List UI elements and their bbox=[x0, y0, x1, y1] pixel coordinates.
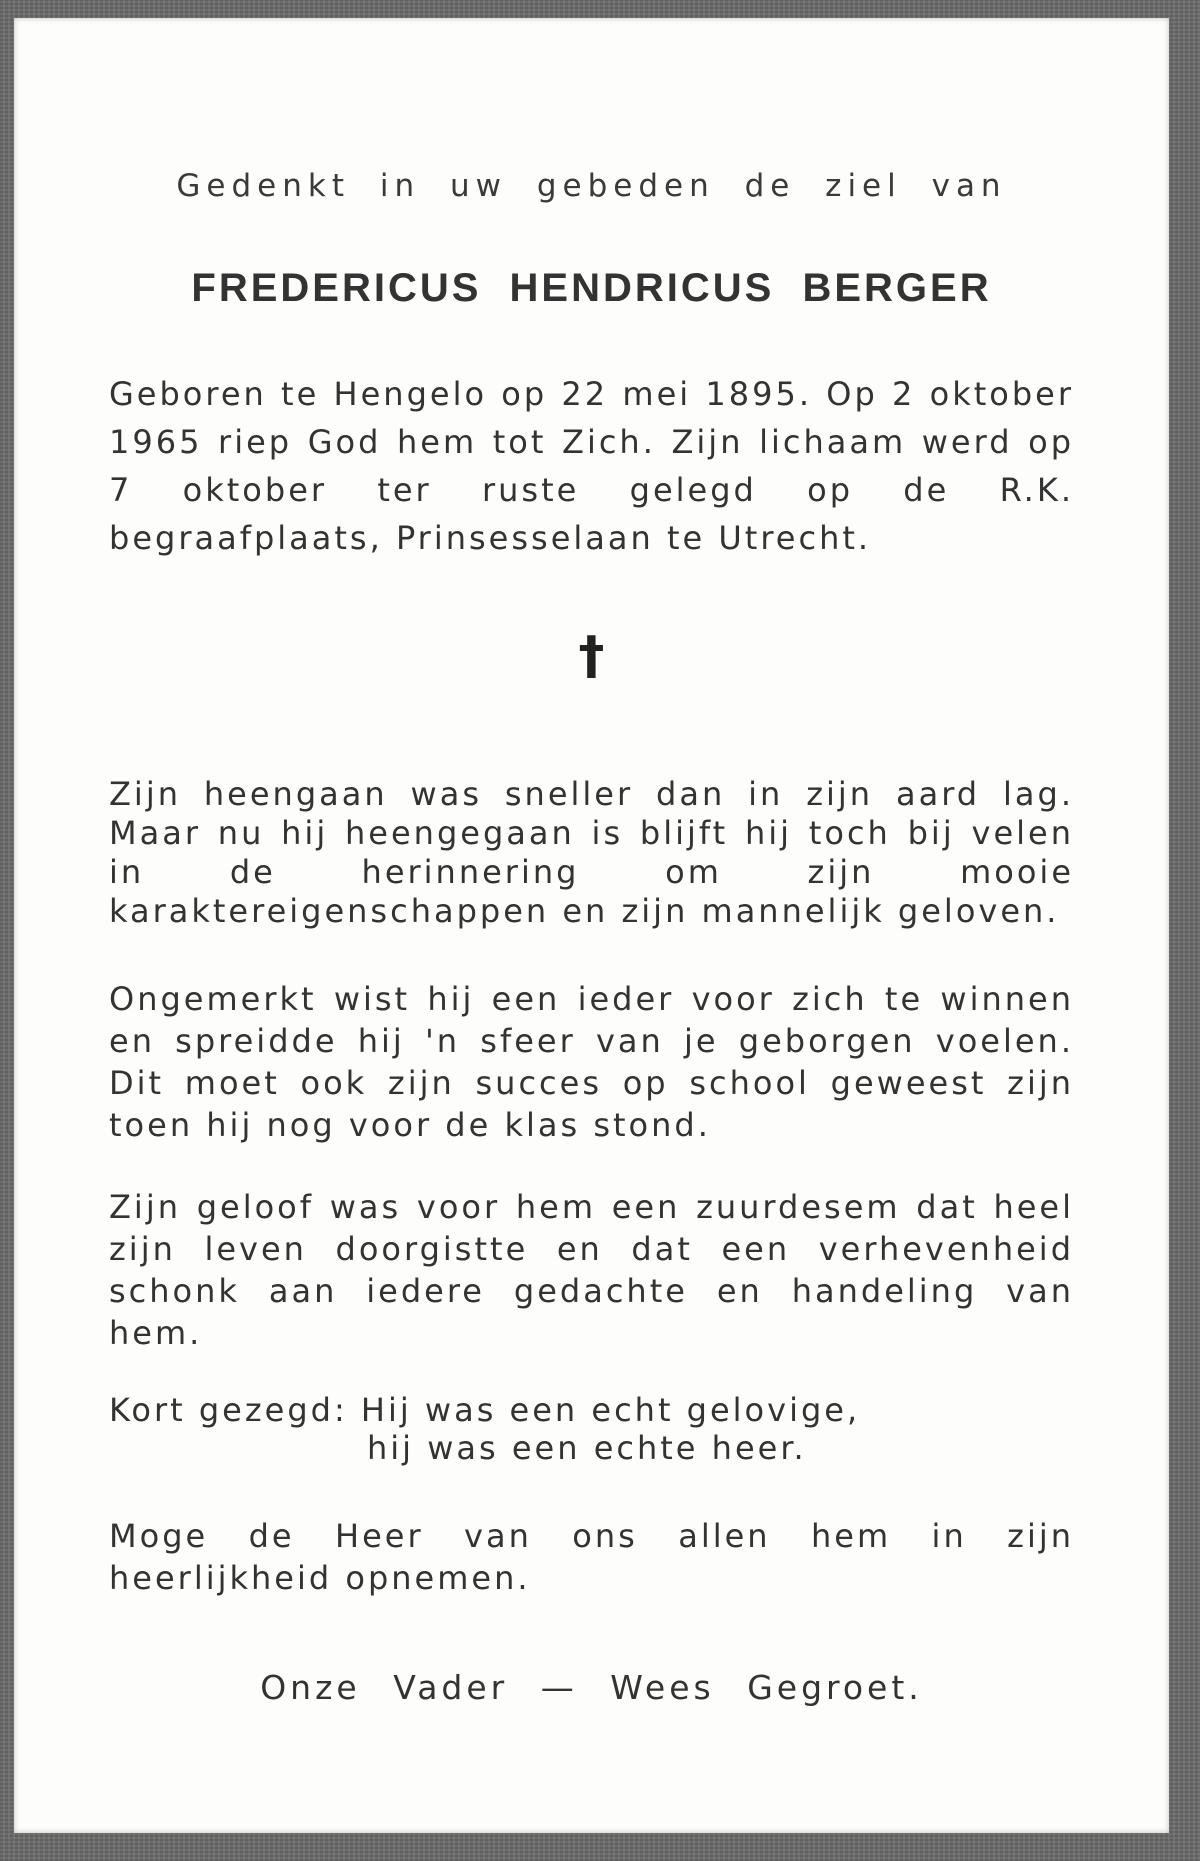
memorial-paragraph-2: Ongemerkt wist hij een ieder voor zich te winnen en spreidde hij 'n sfeer van je geborgen voelen. Dit moet ook zijn succes op school geweest zijn toen hij nog voor de klas stond. bbox=[109, 980, 1074, 1144]
summary-line-1: Kort gezegd: Hij was een echt gelovige, bbox=[109, 1391, 861, 1429]
summary-block bbox=[109, 1391, 1074, 1467]
memorial-paragraph-1: Zijn heengaan was sneller dan in zijn aard lag. Maar nu hij heengegaan is blijft hij toch bij velen in de herinnering om zijn mooie karaktereigenschappen en zijn mannelijk geloven. bbox=[109, 775, 1074, 930]
memorial-paragraph-3: Zijn geloof was voor hem een zuurdesem dat heel zijn leven doorgistte en dat een verhevenheid schonk aan iedere gedachte en handeling van hem. bbox=[109, 1188, 1074, 1352]
birth-death-paragraph: Geboren te Hengelo op 22 mei 1895. Op 2 oktober 1965 riep God hem tot Zich. Zijn lichaam werd op 7 oktober ter ruste gelegd op de R.K. begraafplaats, Prinsesselaan te Utrecht. bbox=[109, 375, 1074, 557]
intro-line: Gedenkt in uw gebeden de ziel van bbox=[176, 168, 1007, 204]
summary-line-2: hij was een echte heer. bbox=[367, 1429, 807, 1467]
deceased-name: FREDERICUS HENDRICUS BERGER bbox=[191, 266, 992, 310]
memorial-card bbox=[14, 18, 1169, 1833]
memorial-paragraph-4: Moge de Heer van ons allen hem in zijn heerlijkheid opnemen. bbox=[109, 1517, 1074, 1597]
closing-prayers: Onze Vader — Wees Gegroet. bbox=[260, 1668, 923, 1707]
cross-icon: † bbox=[578, 626, 605, 686]
